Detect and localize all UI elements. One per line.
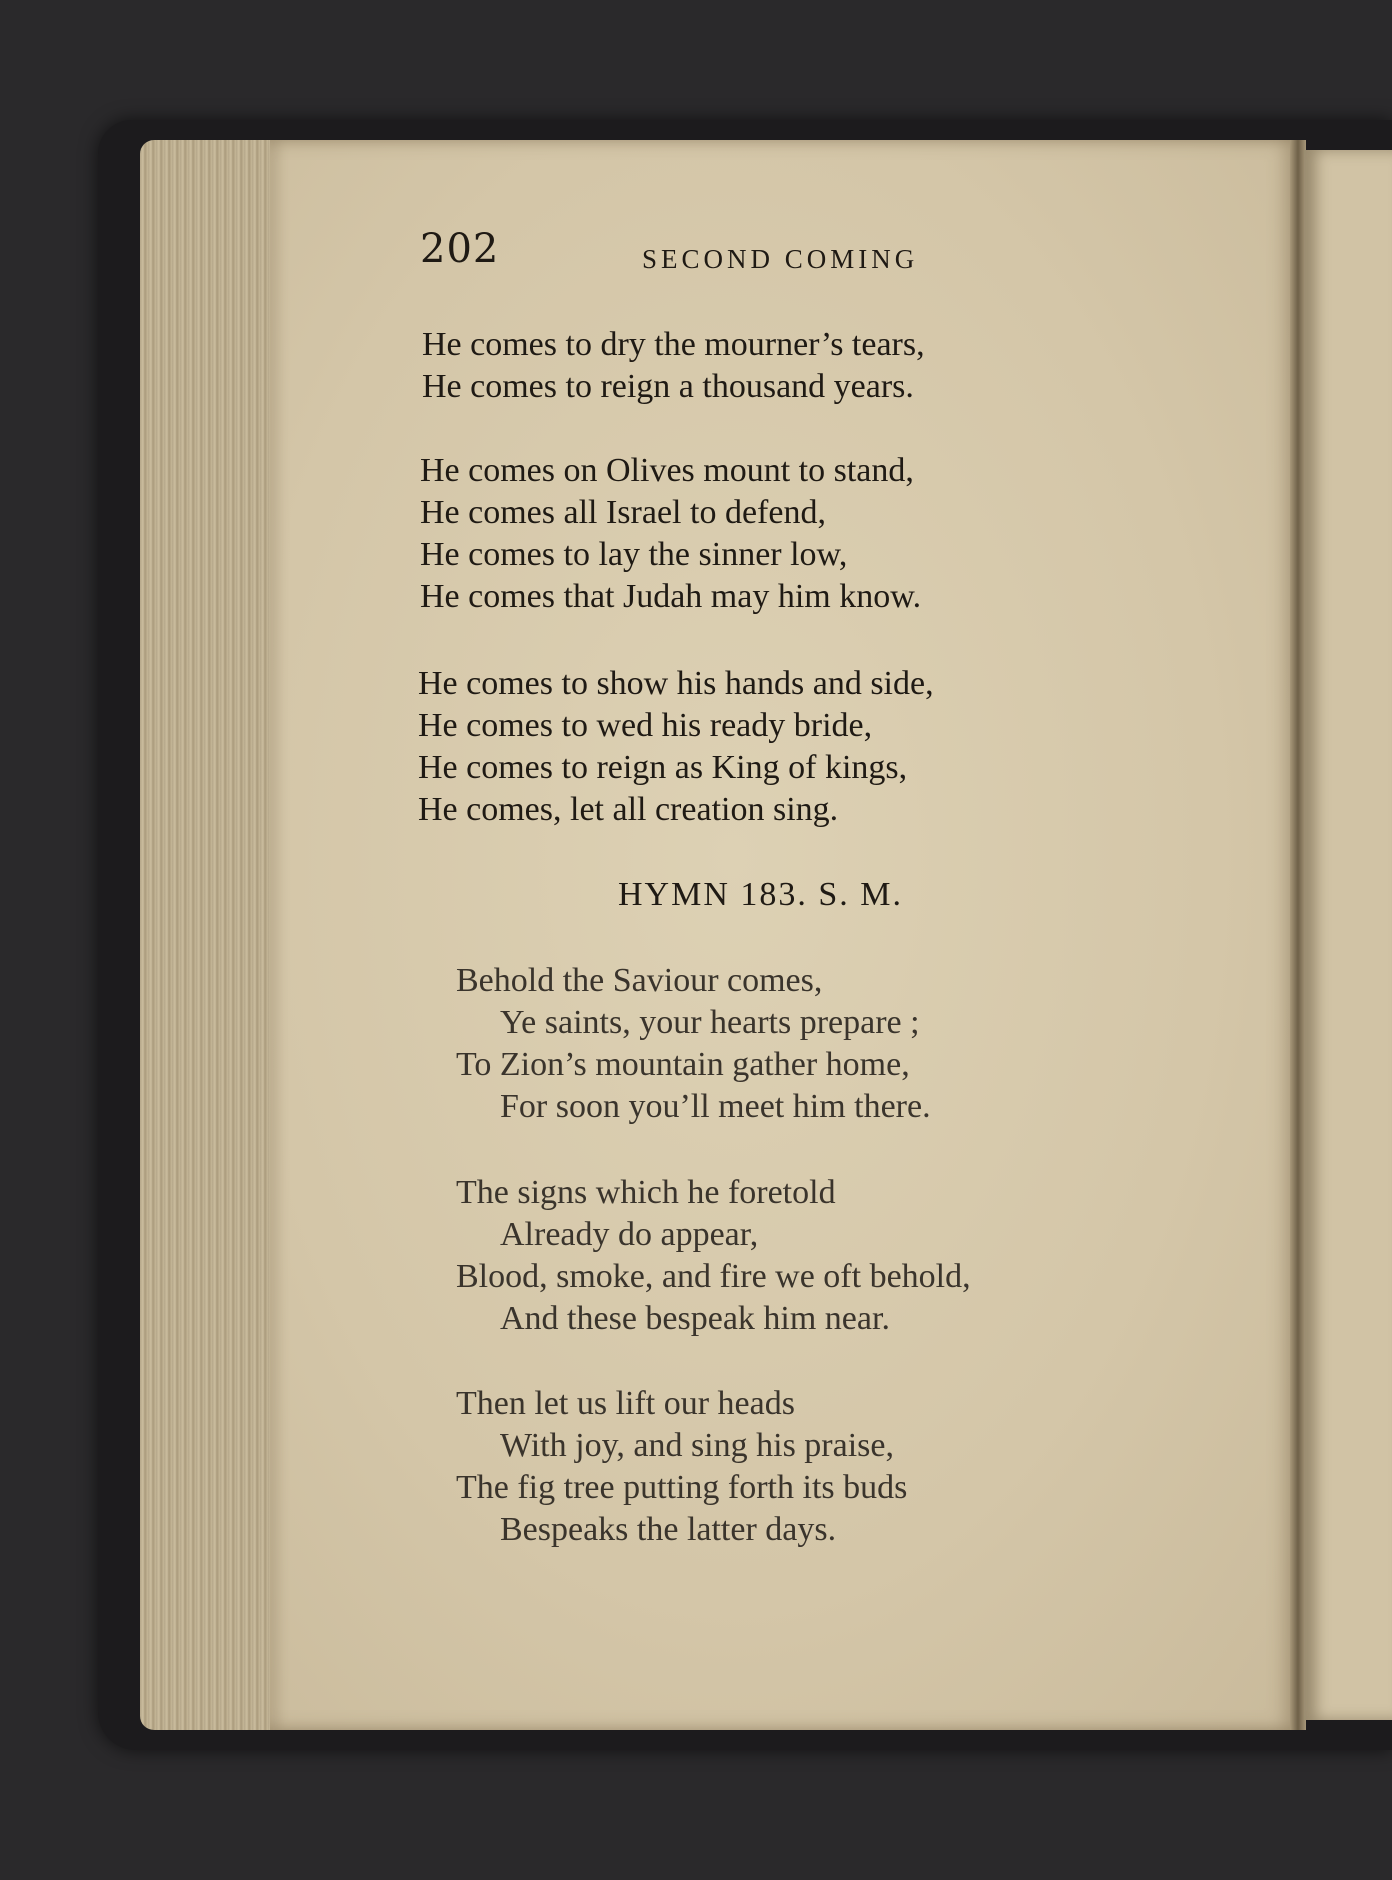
verse-line: Ye saints, your hearts prepare ; <box>500 1004 920 1041</box>
verse-line: He comes all Israel to defend, <box>420 494 826 531</box>
verse-line: To Zion’s mountain gather home, <box>456 1046 910 1083</box>
verse-line: Bespeaks the latter days. <box>500 1511 837 1548</box>
right-page-edge <box>1304 150 1392 1720</box>
verse-line: Behold the Saviour comes, <box>456 962 823 999</box>
verse-line: He comes, let all creation sing. <box>418 791 839 828</box>
verse-line: And these bespeak him near. <box>500 1300 890 1337</box>
verse-line: Then let us lift our heads <box>456 1385 795 1422</box>
verse-line: He comes to wed his ready bride, <box>418 707 873 744</box>
verse-line: With joy, and sing his praise, <box>500 1427 894 1464</box>
running-head: SECOND COMING <box>642 244 919 274</box>
verse-line: He comes to reign a thousand years. <box>422 368 914 405</box>
verse-line: Already do appear, <box>500 1216 759 1253</box>
page-number: 202 <box>420 226 500 272</box>
verse-line: He comes to dry the mourner’s tears, <box>422 326 925 363</box>
verse-line: He comes on Olives mount to stand, <box>420 452 914 489</box>
verse-line: He comes to lay the sinner low, <box>420 536 848 573</box>
verse-line: Blood, smoke, and fire we oft behold, <box>456 1258 971 1295</box>
stanza-3 <box>418 663 934 831</box>
stanza-2 <box>420 450 921 618</box>
verse-line: He comes to show his hands and side, <box>418 665 934 702</box>
verse-line: The signs which he foretold <box>456 1174 836 1211</box>
hymn-stanza-2 <box>456 1172 971 1340</box>
verse-line: For soon you’ll meet him there. <box>500 1088 931 1125</box>
hymn-stanza-1 <box>456 960 931 1128</box>
verse-line: The fig tree putting forth its buds <box>456 1469 908 1506</box>
hymn-stanza-3 <box>456 1383 907 1551</box>
verse-line: He comes that Judah may him know. <box>420 578 922 615</box>
hymn-title: HYMN 183. S. M. <box>618 876 904 913</box>
verse-line: He comes to reign as King of kings, <box>418 749 908 786</box>
stanza-1 <box>422 324 925 408</box>
